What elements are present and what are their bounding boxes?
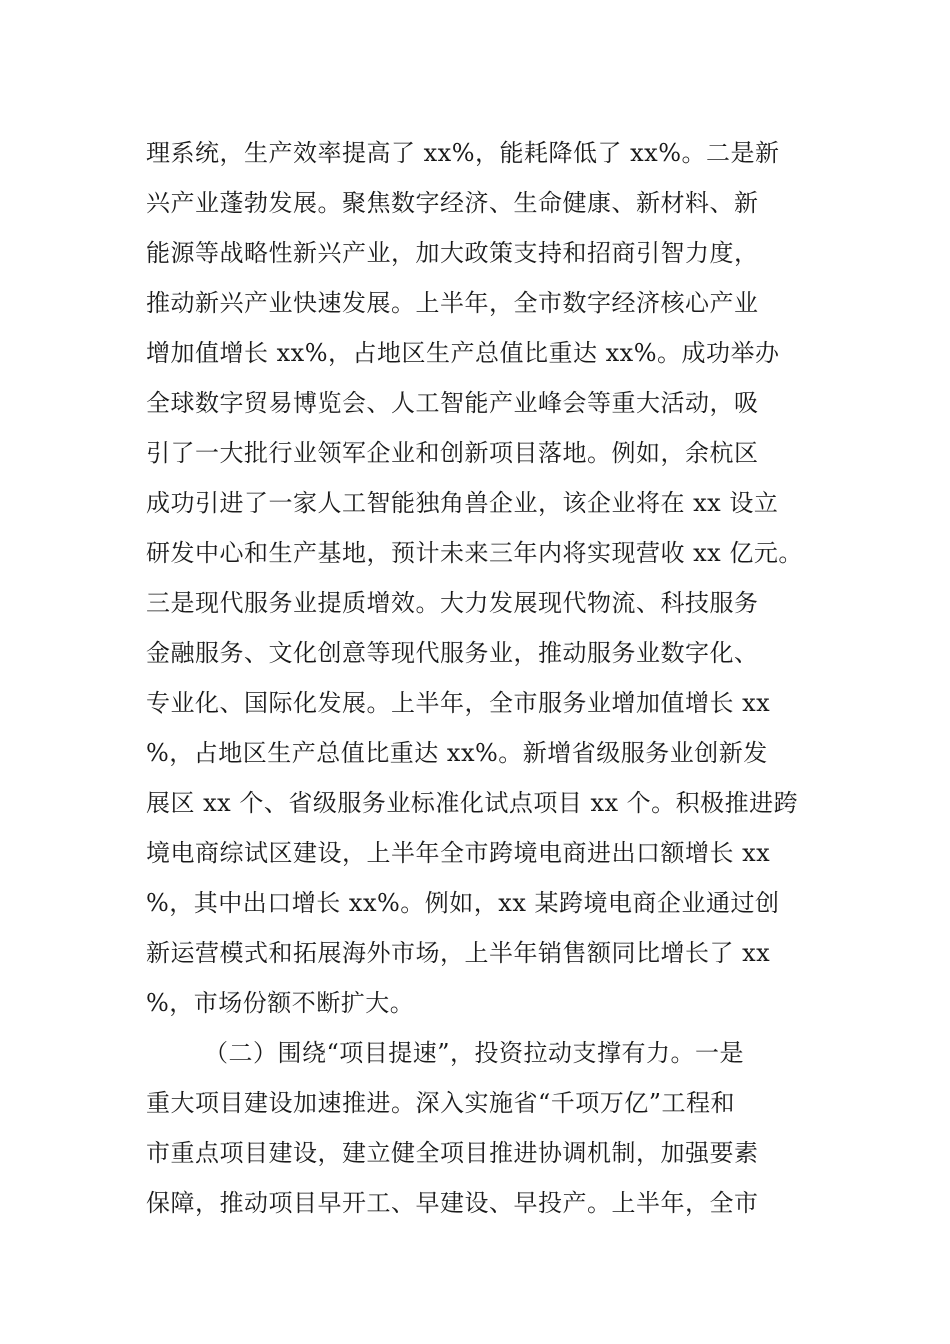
text-line: %，占地区生产总值比重达 xx%。新增省级服务业创新发	[146, 739, 768, 767]
text-line: 保障，推动项目早开工、早建设、早投产。上半年，全市	[146, 1189, 759, 1217]
text-line: 兴产业蓬勃发展。聚焦数字经济、生命健康、新材料、新	[146, 189, 759, 217]
text-line: %，市场份额不断扩大。	[146, 989, 415, 1017]
text-line: 市重点项目建设，建立健全项目推进协调机制，加强要素	[146, 1139, 759, 1167]
text-line: 推动新兴产业快速发展。上半年，全市数字经济核心产业	[146, 289, 759, 317]
text-line: 展区 xx 个、省级服务业标准化试点项目 xx 个。积极推进跨	[146, 789, 799, 817]
text-line: 能源等战略性新兴产业，加大政策支持和招商引智力度，	[146, 239, 759, 267]
text-line: 全球数字贸易博览会、人工智能产业峰会等重大活动，吸	[146, 389, 759, 417]
text-line: 三是现代服务业提质增效。大力发展现代物流、科技服务	[146, 589, 759, 617]
paragraph-first-line: （二）围绕“项目提速”，投资拉动支撑有力。一是	[204, 1039, 745, 1067]
text-line: %，其中出口增长 xx%。例如，xx 某跨境电商企业通过创	[146, 889, 780, 917]
text-line: 研发中心和生产基地，预计未来三年内将实现营收 xx 亿元。	[146, 539, 803, 567]
text-line: 引了一大批行业领军企业和创新项目落地。例如，余杭区	[146, 439, 759, 467]
text-line: 金融服务、文化创意等现代服务业，推动服务业数字化、	[146, 639, 759, 667]
text-line: 重大项目建设加速推进。深入实施省“千项万亿”工程和	[146, 1089, 736, 1117]
text-line: 境电商综试区建设，上半年全市跨境电商进出口额增长 xx	[146, 839, 771, 867]
body-text	[146, 128, 816, 1228]
text-line: 成功引进了一家人工智能独角兽企业，该企业将在 xx 设立	[146, 489, 779, 517]
text-line: 专业化、国际化发展。上半年，全市服务业增加值增长 xx	[146, 689, 771, 717]
text-line: 增加值增长 xx%，占地区生产总值比重达 xx%。成功举办	[146, 339, 780, 367]
text-line: 新运营模式和拓展海外市场，上半年销售额同比增长了 xx	[146, 939, 771, 967]
text-line: 理系统，生产效率提高了 xx%，能耗降低了 xx%。二是新	[146, 139, 780, 167]
